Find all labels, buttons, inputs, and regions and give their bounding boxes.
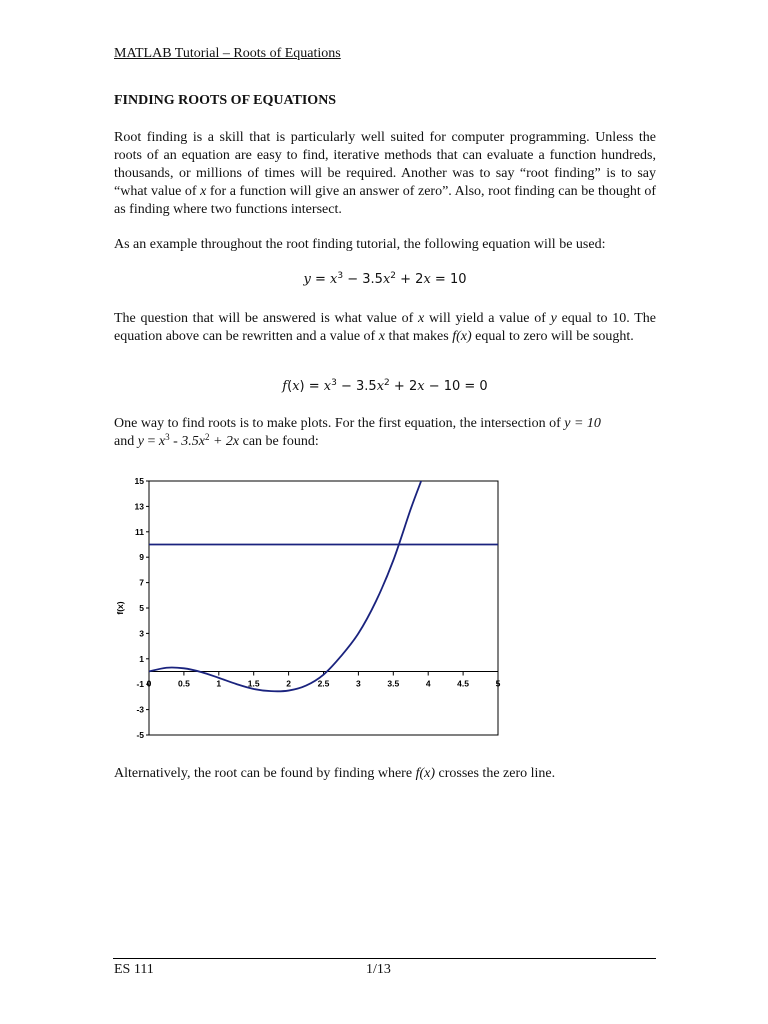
x-tick-label: 0	[146, 678, 152, 689]
y-tick-label: -1	[136, 679, 144, 690]
section-heading: FINDING ROOTS OF EQUATIONS	[114, 93, 337, 108]
y-tick-label: 5	[139, 603, 144, 613]
eq-var: x	[330, 272, 338, 287]
eq-text: + 2	[396, 272, 424, 287]
eq-var: x	[423, 272, 431, 287]
x-tick-label: 1	[216, 678, 222, 689]
series-cubic-curve	[146, 481, 421, 691]
eq-text: + 2	[389, 379, 418, 394]
plot-text: + 2	[209, 434, 233, 449]
question-text: equal to 10. The equation above can be rewritten and a value of	[114, 311, 657, 344]
plot-intro-paragraph	[114, 415, 656, 451]
plot-frame	[146, 481, 498, 735]
var-fx: f(x)	[415, 766, 435, 781]
page-header: MATLAB Tutorial – Roots of Equations	[114, 46, 341, 61]
y-tick-label: 13	[134, 501, 144, 512]
eq-exp: 3	[331, 378, 337, 388]
x-tick-label: 2.5	[317, 678, 330, 689]
question-text: The question that will be answered is what value of	[114, 311, 418, 326]
y-tick-label: 11	[135, 526, 144, 537]
question-paragraph	[114, 310, 656, 346]
eq-text: )	[299, 379, 305, 394]
var-y: y	[550, 311, 557, 326]
var-x: x	[378, 329, 385, 344]
alt-text: crosses the zero line.	[435, 766, 556, 781]
var-x: x	[417, 311, 425, 326]
var-y: y	[137, 434, 144, 449]
alt-text: Alternatively, the root can be found by finding where	[114, 766, 416, 781]
equation-fx	[114, 379, 656, 394]
series-group	[146, 481, 498, 691]
footer-rule	[113, 958, 656, 959]
eq-var: x	[376, 379, 385, 394]
eq-var: y	[303, 272, 311, 287]
plot-text: =	[143, 434, 159, 449]
eq-text: − 3.5	[343, 272, 383, 287]
question-text: will yield a value of	[424, 311, 551, 326]
eq-text: − 10 = 0	[424, 379, 488, 394]
plot-text: can be found:	[239, 434, 319, 449]
plot-text: and	[114, 434, 138, 449]
x-tick-label: 0.5	[177, 678, 190, 689]
footer-course: ES 111	[114, 962, 154, 977]
x-tick-label: 4.5	[457, 678, 470, 689]
question-text: that makes	[384, 329, 453, 344]
eq-text: =	[304, 379, 324, 394]
exp: 2	[204, 432, 210, 442]
eq-text: = 10	[430, 272, 467, 287]
eq-var: x	[323, 379, 332, 394]
x-tick-label: 3.5	[387, 678, 400, 689]
var-fx: f(x)	[452, 329, 472, 344]
var-y-eq: y = 10	[564, 416, 601, 431]
eq-text: − 3.5	[336, 379, 377, 394]
var-x: x	[232, 434, 240, 449]
function-plot	[112, 470, 512, 745]
plot-text: - 3.5	[169, 434, 199, 449]
x-tick-label: 1.5	[247, 678, 260, 689]
y-tick-label: 7	[139, 577, 144, 588]
eq-exp: 2	[390, 271, 397, 281]
x-tick-label: 3	[356, 678, 361, 689]
y-tick-label: -3	[136, 704, 144, 715]
y-tick-label: 1	[139, 653, 144, 664]
x-tick-label: 2	[286, 678, 291, 689]
eq-text: (	[287, 379, 293, 394]
question-text: equal to zero will be sought.	[471, 329, 634, 344]
y-tick-label: 3	[139, 628, 144, 639]
alternative-paragraph	[114, 765, 656, 783]
eq-exp: 3	[337, 271, 344, 281]
var-x: x	[198, 434, 205, 449]
intro-text-2: for a function will give an answer of zero”. Also, root finding can be thought of as finding where two functions intersect.	[114, 184, 656, 217]
eq-exp: 2	[384, 378, 390, 388]
y-tick-label: -5	[136, 730, 144, 740]
y-axis-label: f(x)	[115, 601, 125, 615]
example-paragraph: As an example throughout the root finding tutorial, the following equation will be used:	[114, 237, 606, 252]
x-tick-label: 4	[425, 678, 431, 689]
intro-text-1: Root finding is a skill that is particularly well suited for computer programming. Unless the roots of an equation are easy to find, iterative methods that can evaluate a function hundreds, thousands, or millions of times will be required. Another was to say “root finding” is to say “what value of	[114, 130, 656, 199]
exp: 3	[165, 432, 170, 442]
eq-var: x	[382, 272, 391, 287]
intro-paragraph	[114, 129, 656, 219]
x-tick-label: 5	[495, 678, 501, 689]
plot-text: One way to find roots is to make plots. For the first equation, the intersection of	[114, 416, 565, 431]
y-tick-label: 9	[139, 552, 144, 563]
y-tick-label: 15	[134, 476, 144, 486]
eq-var: x	[417, 379, 425, 394]
eq-var: x	[292, 379, 300, 394]
footer-page-number: 1/13	[366, 962, 391, 977]
var-x: x	[158, 434, 166, 449]
equation-y	[114, 272, 656, 287]
eq-var: f	[282, 379, 288, 394]
var-x: x	[200, 184, 207, 199]
eq-text: =	[310, 272, 331, 287]
